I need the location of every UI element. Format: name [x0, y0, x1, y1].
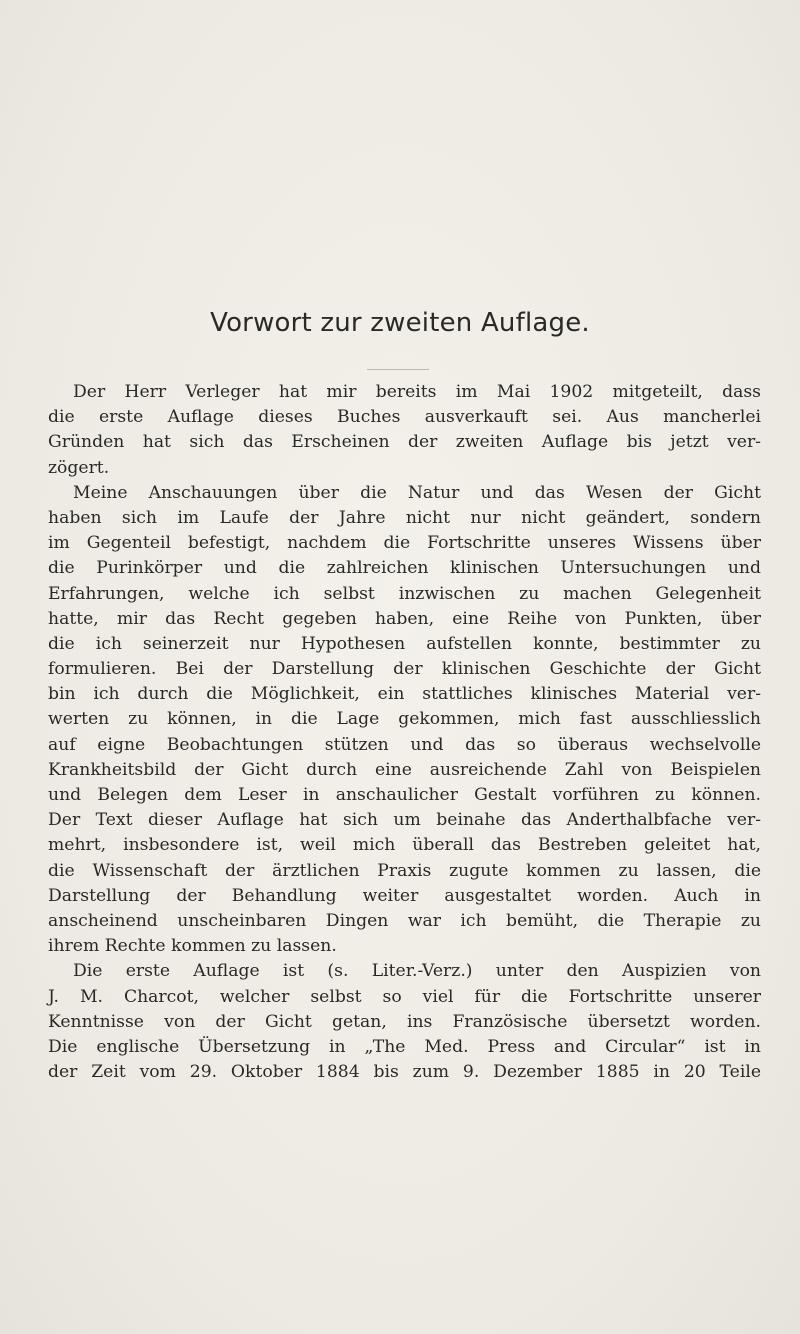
text-line: Meine Anschauungen über die Natur und das Wesen der Gicht [73, 482, 761, 503]
text-line: Die englische Übersetzung in „The Med. Press and Circular“ ist in [48, 1036, 761, 1057]
text-line: Erfahrungen, welche ich selbst inzwischen zu machen Gelegenheit [48, 583, 761, 604]
text-line: mehrt, insbesondere ist, weil mich überall das Bestreben geleitet hat, [48, 835, 761, 856]
title-divider [367, 369, 429, 370]
text-line: Kenntnisse von der Gicht getan, ins Französische übersetzt worden. [48, 1011, 761, 1032]
text-line: ihrem Rechte kommen zu lassen. [48, 936, 337, 957]
text-line: die Wissenschaft der ärztlichen Praxis zugute kommen zu lassen, die [48, 860, 761, 881]
text-line: Gründen hat sich das Erscheinen der zweiten Auflage bis jetzt ver- [48, 432, 761, 453]
text-line: im Gegenteil befestigt, nachdem die Fortschritte unseres Wissens über [48, 533, 761, 554]
text-line: haben sich im Laufe der Jahre nicht nur nicht geändert, sondern [48, 507, 761, 528]
text-line: Der Text dieser Auflage hat sich um beinahe das Anderthalbfache ver- [48, 810, 761, 831]
text-line: Krankheitsbild der Gicht durch eine ausreichende Zahl von Beispielen [48, 759, 761, 780]
text-line: auf eigne Beobachtungen stützen und das so überaus wechselvolle [48, 734, 761, 755]
text-line: und Belegen dem Leser in anschaulicher Gestalt vorführen zu können. [48, 785, 761, 805]
text-line: formulieren. Bei der Darstellung der klinischen Geschichte der Gicht [48, 659, 761, 680]
body-text [48, 380, 761, 1085]
text-line: J. M. Charcot, welcher selbst so viel für die Fortschritte unserer [48, 986, 761, 1007]
text-line: Der Herr Verleger hat mir bereits im Mai 1902 mitgeteilt, dass [73, 382, 761, 402]
text-line: werten zu können, in die Lage gekommen, mich fast ausschliesslich [48, 709, 761, 730]
text-line: die ich seinerzeit nur Hypothesen aufstellen konnte, bestimmter zu [48, 633, 761, 654]
text-line: zögert. [48, 457, 110, 478]
text-line: bin ich durch die Möglichkeit, ein stattliches klinisches Material ver- [48, 684, 761, 705]
text-line: hatte, mir das Recht gegeben haben, eine Reihe von Punkten, über [48, 608, 761, 629]
text-line: die Purinkörper und die zahlreichen klinischen Untersuchungen und [48, 558, 761, 579]
text-line: der Zeit vom 29. Oktober 1884 bis zum 9. Dezember 1885 in 20 Teile [48, 1062, 761, 1083]
page-title: Vorwort zur zweiten Auflage. [210, 308, 590, 338]
text-line: Die erste Auflage ist (s. Liter.-Verz.) unter den Auspizien von [73, 961, 761, 982]
text-line: Darstellung der Behandlung weiter ausgestaltet worden. Auch in [48, 885, 761, 906]
text-line: anscheinend unscheinbaren Dingen war ich bemüht, die Therapie zu [48, 910, 761, 931]
text-line: die erste Auflage dieses Buches ausverkauft sei. Aus mancherlei [48, 407, 761, 428]
